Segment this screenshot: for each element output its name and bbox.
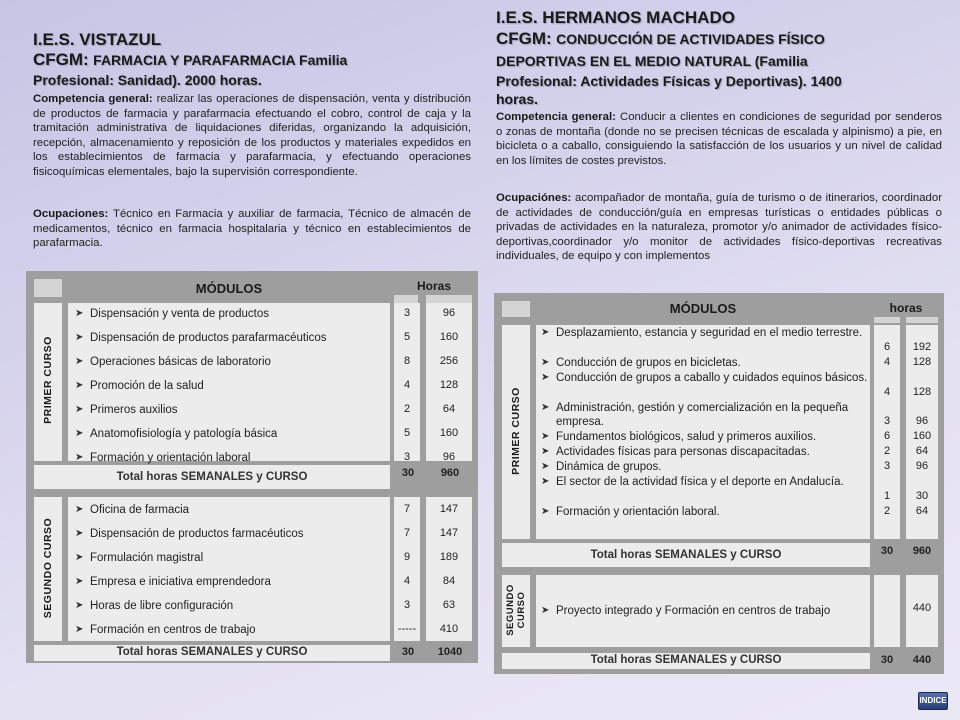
module-total-hours: 410 <box>439 623 459 635</box>
left-cfgm-prefix: CFGM: <box>33 50 89 69</box>
module-weekly-hours: 2 <box>883 504 891 517</box>
right-ocupaciones <box>496 191 942 264</box>
right-ocupaciones-text: acompañador de montaña, guía de turismo o de itinerarios, coordinador de actividades de conducción/guía en empresas turísticas o entidades públicas o privadas de actividades en la naturaleza, promotor y/o animador de actividades físico-deportivas,coordinador y/o monitor de actividades físico-deportivas recreativas individuales, de equipo y con implementos <box>496 192 942 262</box>
bullet-arrow-icon: ➤ <box>75 452 84 463</box>
module-row <box>72 379 388 393</box>
bullet-arrow-icon: ➤ <box>75 552 84 563</box>
module-weekly-hours: 3 <box>883 415 891 428</box>
bullet-arrow-icon: ➤ <box>541 431 550 443</box>
module-name: Fundamentos biológicos, salud y primeros auxilios. <box>556 431 817 444</box>
bullet-arrow-icon: ➤ <box>541 605 550 616</box>
right-curso2-module-total: 440 <box>912 602 932 614</box>
module-total-hours: 147 <box>439 527 459 539</box>
right-school-title: I.E.S. HERMANOS MACHADO <box>496 8 735 27</box>
module-row <box>72 623 388 637</box>
right-competencia-label: Competencia general: <box>496 111 616 123</box>
module-name: Desplazamiento, estancia y seguridad en el medio terrestre. <box>556 327 863 339</box>
module-total-hours: 64 <box>915 504 929 517</box>
left-modules-table <box>26 271 478 663</box>
left-curso1-total-label: Total horas SEMANALES y CURSO <box>116 471 308 483</box>
module-weekly-hours: 4 <box>883 385 891 398</box>
right-competencia <box>496 110 942 168</box>
right-curso1-total-label: Total horas SEMANALES y CURSO <box>590 549 782 561</box>
left-curso1-label: PRIMER CURSO <box>42 336 54 424</box>
module-total-hours: 96 <box>915 415 929 428</box>
module-weekly-hours: 6 <box>883 430 891 443</box>
module-name: Formulación magistral <box>90 552 204 564</box>
module-weekly-hours: 6 <box>883 340 891 353</box>
right-header-modulos: MÓDULOS <box>669 301 737 316</box>
module-total-hours: 96 <box>442 451 456 463</box>
left-cfgm-title: FARMACIA Y PARAFARMACIA Familia <box>93 52 348 68</box>
module-row <box>72 427 388 441</box>
bullet-arrow-icon: ➤ <box>541 327 550 338</box>
left-cfgm-heading <box>33 50 473 70</box>
module-row <box>72 527 388 541</box>
module-total-hours: 84 <box>442 575 456 587</box>
module-name: Oficina de farmacia <box>90 504 190 516</box>
module-row <box>72 307 388 321</box>
module-name: Dispensación y venta de productos <box>90 308 269 320</box>
right-cfgm-family-2: horas. <box>496 91 539 107</box>
bullet-arrow-icon: ➤ <box>75 332 84 343</box>
module-weekly-hours: 3 <box>403 307 411 319</box>
module-row <box>538 371 870 385</box>
module-row <box>72 551 388 565</box>
right-curso2-module-name: Proyecto integrado y Formación en centros de trabajo <box>556 605 831 617</box>
module-name: Conducción de grupos en bicicletas. <box>556 356 741 369</box>
module-weekly-hours: 2 <box>883 445 891 458</box>
bullet-arrow-icon: ➤ <box>541 461 550 473</box>
module-total-hours: 128 <box>439 379 459 391</box>
right-ocupaciones-label: Ocupaciónes: <box>496 192 572 204</box>
left-cfgm-family: Profesional: Sanidad). 2000 horas. <box>33 72 262 88</box>
module-weekly-hours: 9 <box>403 551 411 563</box>
module-row <box>538 505 870 519</box>
bullet-arrow-icon: ➤ <box>75 308 84 319</box>
bullet-arrow-icon: ➤ <box>541 446 550 458</box>
bullet-arrow-icon: ➤ <box>75 600 84 611</box>
right-curso2-module <box>538 604 838 618</box>
module-weekly-hours: 7 <box>403 503 411 515</box>
left-ocupaciones <box>33 207 471 251</box>
module-row <box>538 460 870 474</box>
module-total-hours: 189 <box>439 551 459 563</box>
module-total-hours: 128 <box>912 355 932 368</box>
module-row <box>538 326 870 340</box>
module-row <box>72 575 388 589</box>
module-name: Primeros auxilios <box>90 404 178 416</box>
module-total-hours: 63 <box>442 599 456 611</box>
module-weekly-hours: 2 <box>403 403 411 415</box>
module-name: Operaciones básicas de laboratorio <box>90 356 271 368</box>
right-header-horas: horas <box>889 301 923 315</box>
module-name: Horas de libre configuración <box>90 600 234 612</box>
module-weekly-hours: 5 <box>403 427 411 439</box>
module-weekly-hours: 4 <box>883 355 891 368</box>
left-curso2-total-label: Total horas SEMANALES y CURSO <box>116 646 308 658</box>
right-curso1-total-hours: 960 <box>912 545 932 557</box>
module-name: Dinámica de grupos. <box>556 461 662 474</box>
module-row <box>72 331 388 345</box>
left-curso2-total-sem: 30 <box>401 646 415 658</box>
bullet-arrow-icon: ➤ <box>75 404 84 415</box>
module-weekly-hours: 3 <box>883 460 891 473</box>
right-cfgm-title-1: CONDUCCIÓN DE ACTIVIDADES FÍSICO <box>556 31 825 47</box>
left-curso2-label: SEGUNDO CURSO <box>42 517 54 619</box>
left-school-title: I.E.S. VISTAZUL <box>33 30 162 49</box>
module-total-hours: 128 <box>912 385 932 398</box>
module-weekly-hours: ----- <box>397 623 417 635</box>
right-cfgm-family-1: Profesional: Actividades Físicas y Deportivas). 1400 <box>496 73 842 89</box>
bullet-arrow-icon: ➤ <box>75 624 84 635</box>
bullet-arrow-icon: ➤ <box>541 356 550 368</box>
bullet-arrow-icon: ➤ <box>75 576 84 587</box>
left-curso1-total-sem: 30 <box>401 467 415 479</box>
right-competencia-text: Conducir a clientes en condiciones de seguridad por senderos o zonas de montaña (donde no se precisen técnicas de escalada y alpinismo) a pie, en bicicleta o a caballo, consiguiendo la satisfacción de los usuarios y un nivel de calidad en los límites de costes previstos. <box>496 111 942 167</box>
module-name: Actividades físicas para personas discapacitadas. <box>556 446 810 459</box>
bullet-arrow-icon: ➤ <box>75 356 84 367</box>
module-row <box>72 355 388 369</box>
right-curso1-label: PRIMER CURSO <box>510 387 522 475</box>
left-ocupaciones-text: Técnico en Farmacia y auxiliar de farmacia, Técnico de almacén de medicamentos, técnico en farmacia hospitalaria y técnico en establecimientos de parafarmacia. <box>33 208 471 249</box>
module-total-hours: 160 <box>912 430 932 443</box>
module-total-hours: 192 <box>912 340 932 353</box>
bullet-arrow-icon: ➤ <box>75 428 84 439</box>
right-cfgm-title-2: DEPORTIVAS EN EL MEDIO NATURAL (Familia <box>496 53 808 69</box>
left-ocupaciones-label: Ocupaciones: <box>33 208 109 220</box>
right-curso1-total-sem: 30 <box>880 545 894 557</box>
module-name: Conducción de grupos a caballo y cuidados equinos básicos. <box>556 371 868 384</box>
module-name: Anatomofisiología y patología básica <box>90 428 278 440</box>
bullet-arrow-icon: ➤ <box>75 504 84 515</box>
left-competencia-text: realizar las operaciones de dispensación, venta y distribución de productos de farmacia y parafarmacia efectuando el cobro, control de caja y la tramitación administrativa de liquidaciones diferidas, organizando la adquisición, recepción, almacenamiento y reposición de los productos y materiales expedidos en los establecimientos de farmacia y parafarmacia, y efectuando operaciones fisicoquímicas elementales, bajo la supervisión correspondiente. <box>33 93 471 178</box>
left-curso1-total-hours: 960 <box>440 467 460 479</box>
module-weekly-hours: 3 <box>403 451 411 463</box>
module-total-hours: 64 <box>442 403 456 415</box>
module-total-hours: 96 <box>915 460 929 473</box>
left-header-modulos: MÓDULOS <box>195 281 263 296</box>
module-total-hours: 160 <box>439 427 459 439</box>
right-curso2-label-2: CURSO <box>516 591 527 629</box>
module-name: Dispensación de productos farmacéuticos <box>90 528 304 540</box>
right-cfgm-heading <box>496 29 936 49</box>
module-row <box>538 401 870 429</box>
right-curso2-total-sem: 30 <box>880 654 894 666</box>
module-total-hours: 147 <box>439 503 459 515</box>
module-name: Formación en centros de trabajo <box>90 624 256 636</box>
module-name: Formación y orientación laboral <box>90 452 251 464</box>
module-row <box>538 475 870 489</box>
bullet-arrow-icon: ➤ <box>541 476 550 487</box>
module-row <box>72 503 388 517</box>
module-row <box>538 356 870 370</box>
right-curso2-total-label: Total horas SEMANALES y CURSO <box>590 654 782 666</box>
module-total-hours: 160 <box>439 331 459 343</box>
left-header-horas: Horas <box>416 279 451 293</box>
left-competencia <box>33 92 471 179</box>
bullet-arrow-icon: ➤ <box>75 380 84 391</box>
module-weekly-hours: 8 <box>403 355 411 367</box>
module-total-hours: 96 <box>442 307 456 319</box>
right-cfgm-prefix: CFGM: <box>496 29 552 48</box>
back-index-button[interactable] <box>918 692 948 710</box>
right-curso2-label-1: SEGUNDO <box>505 584 516 636</box>
right-modules-table <box>494 293 944 674</box>
module-row <box>538 430 870 444</box>
back-index-label: INDICE <box>919 696 947 705</box>
right-curso2-label <box>505 584 527 636</box>
left-curso2-total-hours: 1040 <box>437 646 463 658</box>
module-total-hours: 30 <box>915 489 929 502</box>
bullet-arrow-icon: ➤ <box>541 371 550 383</box>
module-row <box>72 403 388 417</box>
module-weekly-hours: 4 <box>403 379 411 391</box>
right-curso2-total-hours: 440 <box>912 654 932 666</box>
module-total-hours: 256 <box>439 355 459 367</box>
module-name: Empresa e iniciativa emprendedora <box>90 576 271 588</box>
module-name: Promoción de la salud <box>90 380 204 392</box>
bullet-arrow-icon: ➤ <box>75 528 84 539</box>
module-weekly-hours: 4 <box>403 575 411 587</box>
module-name: El sector de la actividad física y el deporte en Andalucía. <box>556 476 844 488</box>
bullet-arrow-icon: ➤ <box>541 505 550 517</box>
module-weekly-hours: 7 <box>403 527 411 539</box>
module-weekly-hours: 1 <box>883 489 891 502</box>
module-name: Dispensación de productos parafarmacéuticos <box>90 332 327 344</box>
module-weekly-hours: 3 <box>403 599 411 611</box>
module-row <box>538 445 870 459</box>
module-total-hours: 64 <box>915 445 929 458</box>
module-name: Administración, gestión y comercialización en la pequeña empresa. <box>556 401 849 428</box>
module-row <box>72 599 388 613</box>
bullet-arrow-icon: ➤ <box>541 401 550 413</box>
module-row <box>72 451 388 465</box>
module-weekly-hours: 5 <box>403 331 411 343</box>
module-name: Formación y orientación laboral. <box>556 505 720 518</box>
left-competencia-label: Competencia general: <box>33 93 153 105</box>
